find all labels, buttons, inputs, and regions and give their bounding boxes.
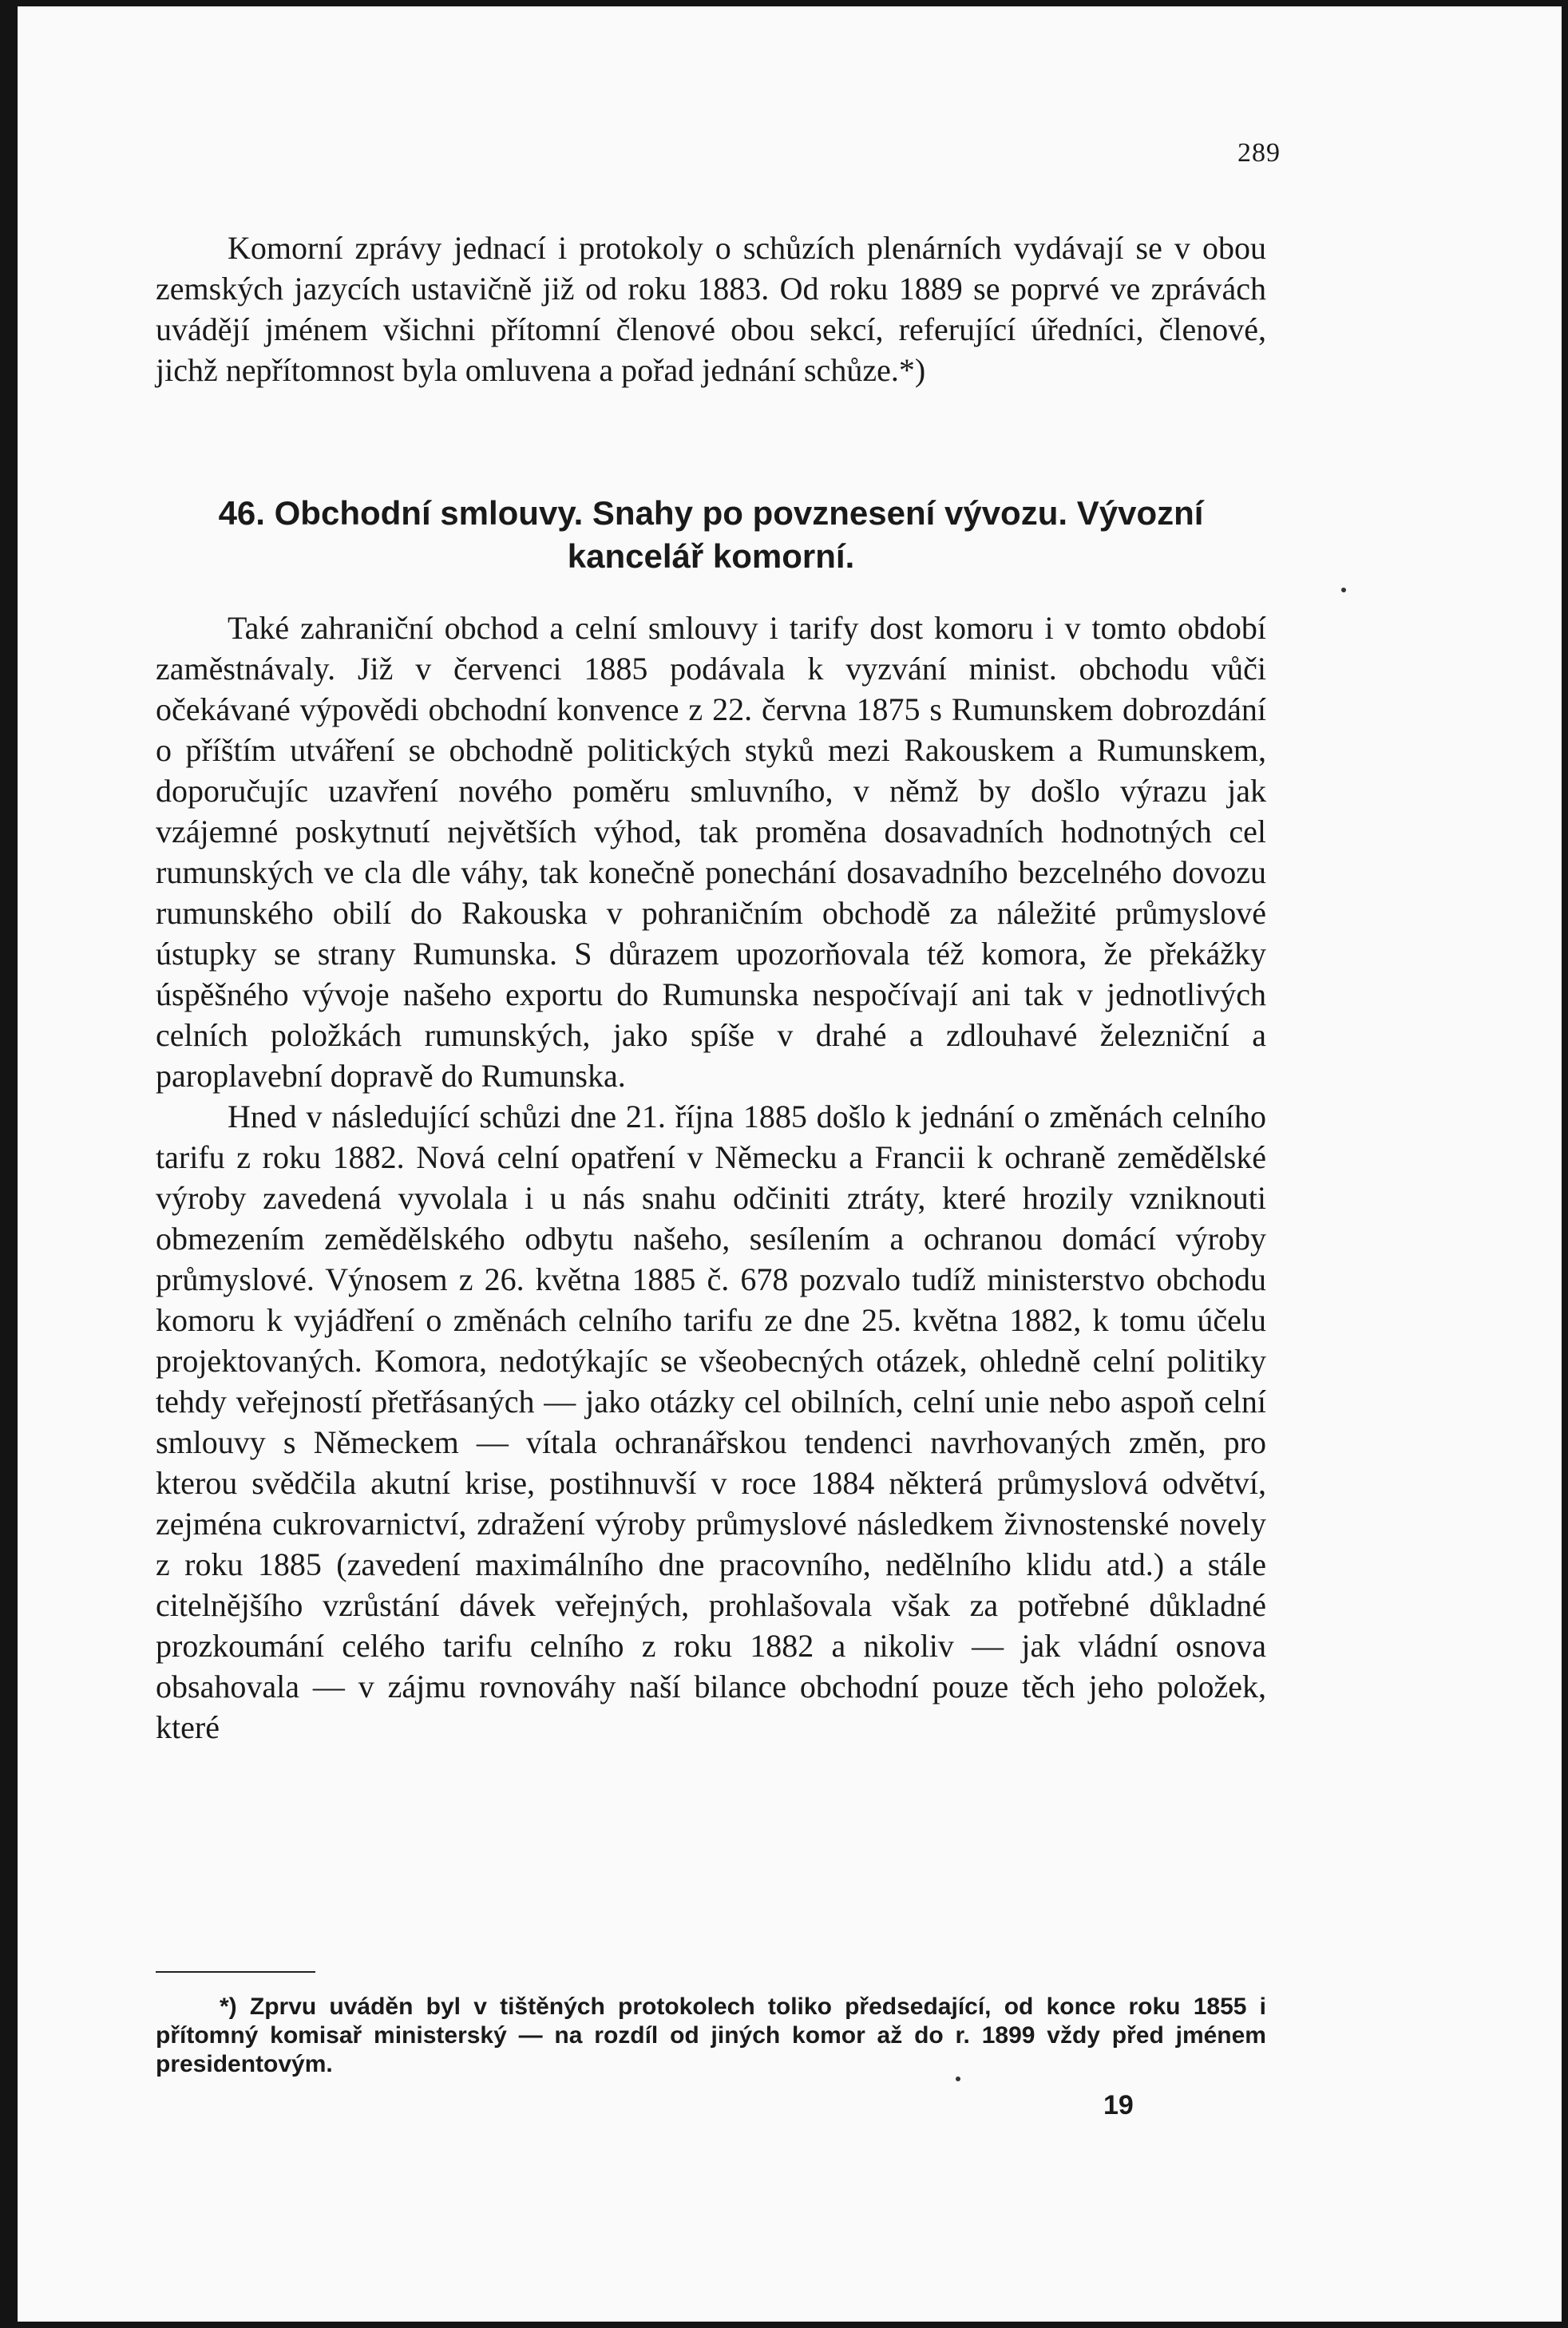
intro-paragraph-block <box>156 228 1266 390</box>
section-title: Obchodní smlouvy. Snahy po povznesení vývozu. Vývozní kancelář komorní. <box>274 494 1204 575</box>
signature-mark: 19 <box>1103 2090 1134 2120</box>
page-number: 289 <box>1237 138 1281 168</box>
print-speck <box>1341 588 1346 592</box>
footnote-text: *) Zprvu uváděn byl v tištěných protokolech toliko předsedající, od konce roku 1855 i přítomný komisař ministerský — na rozdíl od jiných komor až do r. 1899 vždy před jménem presidentovým. <box>156 1993 1266 2077</box>
footnote-divider <box>156 1971 315 1973</box>
print-speck <box>956 2077 960 2081</box>
body-text <box>156 608 1266 1748</box>
body-paragraph: Hned v následující schůzi dne 21. října 1885 došlo k jednání o změnách celního tarifu z roku 1882. Nová celní opatření v Německu a Francii k ochraně zemědělské výroby zavedená vyvolala i u nás snahu odčiniti ztráty, které hrozily vzniknouti obmezením zemědělského odbytu našeho, sesílením a ochranou domácí výroby průmyslové. Výnosem z 26. května 1885 č. 678 pozvalo tudíž ministerstvo obchodu komoru k vyjádření o změnách celního tarifu ze dne 25. května 1882, k tomu účelu projektovaných. Komora, nedotýkajíc se všeobecných otázek, ohledně celní politiky tehdy veřejností přetřásaných — jako otázky cel obilních, celní unie nebo aspoň celní smlouvy s Německem — vítala ochranářskou tendenci navrhovaných změn, pro kterou svědčila akutní krise, postihnuvší v roce 1884 některá průmyslová odvětví, zejména cukrovarnictví, zdražení výroby průmyslové následkem živnostenské novely z roku 1885 (zavedení maximálního dne pracovního, nedělního klidu atd.) a stále citelnějšího vzrůstání dávek veřejných, prohlašovala však za potřebné důkladné prozkoumání celého tarifu celního z roku 1882 a nikoliv — jak vládní osnova obsahovala — v zájmu rovnováhy naší bilance obchodní pouze těch jeho položek, které <box>156 1099 1266 1745</box>
section-number: 46. <box>218 494 265 532</box>
book-page <box>18 6 1562 2322</box>
intro-paragraph: Komorní zprávy jednací i protokoly o schůzích plenárních vydávají se v obou zemských jazycích ustavičně již od roku 1883. Od roku 1889 se poprvé ve zprávách uvádějí jménem všichni přítomní členové obou sekcí, referující úředníci, členové, jichž nepřítomnost byla omluvena a pořad jednání schůze.*) <box>156 230 1266 388</box>
footnote <box>156 1993 1266 2079</box>
body-paragraph: Také zahraniční obchod a celní smlouvy i tarify dost komoru i v tomto období zaměstnávaly. Již v červenci 1885 podávala k vyzvání minist. obchodu vůči očekávané výpovědi obchodní konvence z 22. června 1875 s Rumunskem dobrozdání o příštím utváření se obchodně politických styků mezi Rakouskem a Rumunskem, doporučujíc uzavření nového poměru smluvního, v němž by došlo výrazu jak vzájemné poskytnutí největších výhod, tak proměna dosavadních hodnotných cel rumunských ve cla dle váhy, tak konečně ponechání dosavadního bezcelného dovozu rumunského obilí do Rakouska v pohraničním obchodě za náležité průmyslové ústupky se strany Rumunska. S důrazem upozorňovala též komora, že překážky úspěšného vývoje našeho exportu do Rumunska nespočívají ani tak v jednotlivých celních položkách rumunských, jako spíše v drahé a zdlouhavé železniční a paroplavební dopravě do Rumunska. <box>156 610 1266 1094</box>
section-heading <box>156 492 1266 578</box>
